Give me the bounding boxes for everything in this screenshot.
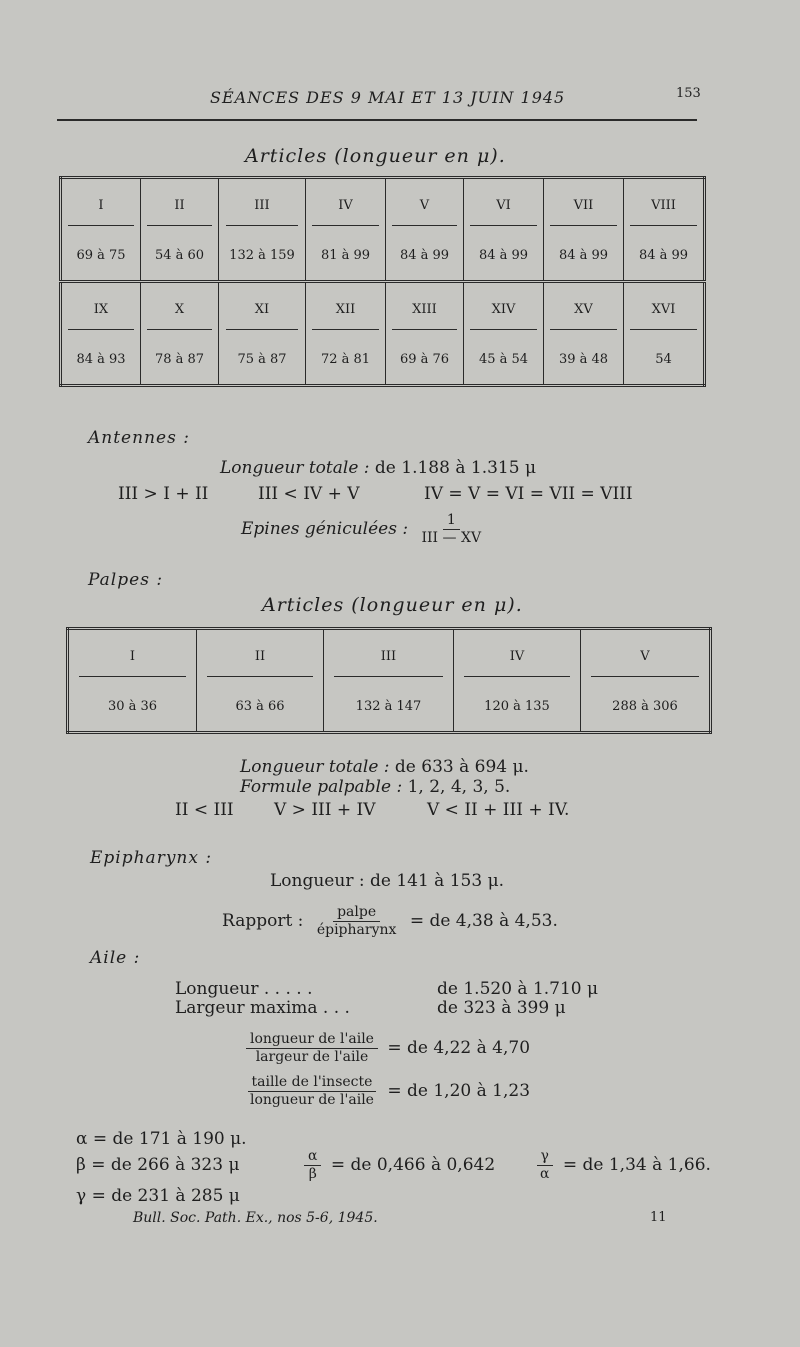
aile-length-label: Longueur . . . . .: [175, 979, 313, 999]
antennes-length: [220, 458, 536, 478]
gamma-alpha-denominator: α: [540, 1165, 550, 1182]
alpha-beta-denominator: β: [308, 1165, 317, 1182]
epines-denominator: III — XV: [421, 529, 482, 546]
table2-label-row: [68, 629, 711, 682]
ratio2-value: = de 1,20 à 1,23: [387, 1080, 531, 1101]
table1-label-cell: [219, 178, 306, 231]
table1-value-cell: [219, 334, 306, 386]
rapport-numerator: palpe: [333, 904, 380, 922]
table1-value-cell: [386, 230, 464, 282]
article-label: XII: [312, 288, 378, 330]
footer-citation: Bull. Soc. Path. Ex., nos 5-6, 1945.: [133, 1210, 378, 1226]
article-label: XIV: [470, 288, 536, 330]
table1-label-cell: [306, 178, 386, 231]
table2-label-cell: [324, 629, 454, 682]
table1-label-cell: [306, 282, 386, 335]
table2-value-cell: [197, 681, 324, 733]
article-value: 63 à 66: [235, 698, 285, 714]
palpes-formula-2: V > III + IV: [274, 800, 376, 820]
ratio1-value: = de 4,22 à 4,70: [387, 1037, 531, 1058]
table1-label-cell: [219, 282, 306, 335]
article-value: 120 à 135: [484, 698, 550, 714]
alpha-beta-fraction: [304, 1148, 321, 1183]
palpes-length-value: de 633 à 694 μ.: [394, 757, 529, 777]
article-label: VI: [470, 184, 536, 226]
table2-value-row: [68, 681, 711, 733]
table1-value-cell: [464, 230, 544, 282]
table2-label-cell: [197, 629, 324, 682]
table2-value-cell: [324, 681, 454, 733]
table1-label-cell: [141, 282, 219, 335]
article-label: VIII: [630, 184, 696, 226]
article-label: VII: [550, 184, 616, 226]
table1-value-cell: [544, 334, 624, 386]
article-value: 84 à 99: [558, 247, 609, 263]
ratio1-denominator: largeur de l'aile: [255, 1048, 369, 1065]
beta-line: β = de 266 à 323 μ: [76, 1155, 240, 1175]
article-label: IV: [312, 184, 378, 226]
antennes-length-label: Longueur totale :: [220, 458, 370, 478]
palpes-formula-3: V < II + III + IV.: [427, 800, 570, 820]
alpha-beta-numerator: α: [304, 1148, 321, 1166]
table1-value-cell: [61, 334, 141, 386]
article-value: 81 à 99: [320, 247, 371, 263]
table2-value-cell: [581, 681, 711, 733]
gamma-alpha-ratio: [532, 1148, 711, 1183]
article-value: 84 à 99: [638, 247, 689, 263]
table1-value-row: [61, 334, 705, 386]
table1-label-cell: [141, 178, 219, 231]
epines-fraction: [417, 512, 485, 547]
article-label: X: [147, 288, 212, 330]
antennes-heading: Antennes :: [88, 428, 190, 448]
alpha-beta-value: = de 0,466 à 0,642: [330, 1154, 496, 1175]
article-label: XVI: [630, 288, 696, 330]
table1-label-cell: [624, 282, 705, 335]
table1-label-cell: [61, 282, 141, 335]
palpes-formula: [240, 777, 510, 797]
table2-label-cell: [68, 629, 197, 682]
aile-heading: Aile :: [90, 948, 141, 968]
antennes-formula-1: III > I + II: [118, 484, 209, 504]
table1-label-cell: [386, 282, 464, 335]
article-value: 54: [655, 351, 672, 367]
article-value: 132 à 159: [229, 247, 295, 263]
table1-value-cell: [544, 230, 624, 282]
ratio1-fraction: [246, 1031, 378, 1066]
table1-value-cell: [306, 230, 386, 282]
article-value: 84 à 99: [399, 247, 450, 263]
table1-label-cell: [464, 282, 544, 335]
antennes-formula-3: IV = V = VI = VII = VIII: [424, 484, 633, 504]
article-label: III: [334, 635, 442, 677]
palpes-formula-label: Formule palpable :: [240, 777, 403, 797]
table1-value-cell: [141, 230, 219, 282]
table2-value-cell: [68, 681, 197, 733]
article-value: 30 à 36: [107, 698, 158, 714]
ratio2-numerator: taille de l'insecte: [248, 1074, 377, 1092]
table1-value-cell: [141, 334, 219, 386]
table1-value-cell: [219, 230, 306, 282]
page-number: 153: [676, 86, 701, 101]
table1-value-cell: [306, 334, 386, 386]
table1-label-cell: [544, 178, 624, 231]
rapport-value: = de 4,38 à 4,53.: [409, 910, 558, 931]
antennes-epines: [241, 512, 489, 547]
gamma-line: γ = de 231 à 285 μ: [76, 1186, 240, 1206]
rapport-fraction: [313, 904, 401, 939]
epines-numerator: 1: [443, 512, 460, 530]
article-label: V: [591, 635, 699, 677]
article-label: XI: [226, 288, 298, 330]
palpes-length-label: Longueur totale :: [240, 757, 390, 777]
article-value: 54 à 60: [154, 247, 205, 263]
gamma-alpha-numerator: γ: [537, 1148, 553, 1166]
table1-label-cell: [386, 178, 464, 231]
article-value: 84 à 93: [76, 351, 126, 367]
article-label: II: [147, 184, 212, 226]
palpes-formula-1: II < III: [175, 800, 234, 820]
article-label: XIII: [392, 288, 457, 330]
table1-value-cell: [61, 230, 141, 282]
epipharynx-heading: Epipharynx :: [90, 848, 213, 868]
table1-caption: Articles (longueur en μ).: [245, 145, 506, 167]
gamma-alpha-value: = de 1,34 à 1,66.: [562, 1154, 711, 1175]
table1-value-cell: [624, 230, 705, 282]
table1-label-cell: [624, 178, 705, 231]
table1-label-cell: [464, 178, 544, 231]
header-rule: [57, 119, 697, 121]
article-value: 69 à 75: [76, 247, 126, 263]
table1-value-row: [61, 230, 705, 282]
table1-value-cell: [464, 334, 544, 386]
table2-label-cell: [454, 629, 581, 682]
antennes-length-value: de 1.188 à 1.315 μ: [374, 458, 536, 478]
aile-width-label: Largeur maxima . . .: [175, 998, 350, 1018]
aile-length-value: de 1.520 à 1.710 μ: [437, 979, 599, 999]
article-label: I: [68, 184, 134, 226]
article-label: I: [79, 635, 186, 677]
article-value: 69 à 76: [399, 351, 450, 367]
article-value: 72 à 81: [320, 351, 371, 367]
article-label: V: [392, 184, 457, 226]
table1-label-row: [61, 178, 705, 231]
table2-value-cell: [454, 681, 581, 733]
article-label: XV: [550, 288, 616, 330]
rapport-label: Rapport :: [222, 910, 304, 931]
rapport-denominator: épipharynx: [316, 921, 397, 938]
article-label: III: [226, 184, 298, 226]
table1-label-cell: [544, 282, 624, 335]
article-label: II: [207, 635, 313, 677]
table1-label-cell: [61, 178, 141, 231]
article-label: IX: [68, 288, 134, 330]
ratio2-fraction: [246, 1074, 378, 1109]
gamma-alpha-fraction: [536, 1148, 553, 1183]
article-value: 75 à 87: [237, 351, 287, 367]
palpes-formula-value: 1, 2, 4, 3, 5.: [407, 777, 511, 797]
palpes-articles-table: [66, 627, 712, 734]
alpha-beta-ratio: [300, 1148, 495, 1183]
article-value: 288 à 306: [612, 698, 678, 714]
table2-label-cell: [581, 629, 711, 682]
antennes-formula-2: III < IV + V: [258, 484, 360, 504]
ratio1-numerator: longueur de l'aile: [246, 1031, 378, 1049]
running-header: SÉANCES DES 9 MAI ET 13 JUIN 1945: [210, 88, 566, 107]
epipharynx-length: Longueur : de 141 à 153 μ.: [270, 871, 505, 891]
alpha-line: α = de 171 à 190 μ.: [76, 1129, 247, 1149]
palpes-length: [240, 757, 529, 777]
table1-label-row: [61, 282, 705, 335]
ratio2-denominator: longueur de l'aile: [250, 1091, 374, 1108]
epipharynx-ratio: [222, 904, 558, 939]
antennae-articles-table: [59, 176, 706, 387]
article-value: 78 à 87: [154, 351, 205, 367]
article-value: 84 à 99: [478, 247, 529, 263]
article-value: 39 à 48: [558, 351, 609, 367]
table1-value-cell: [386, 334, 464, 386]
palpes-caption: Articles (longueur en μ).: [262, 594, 523, 616]
aile-ratio-2: [242, 1074, 530, 1109]
article-value: 132 à 147: [355, 698, 422, 714]
footer-signature: 11: [650, 1210, 667, 1225]
table1-value-cell: [624, 334, 705, 386]
aile-ratio-1: [242, 1031, 530, 1066]
article-value: 45 à 54: [478, 351, 529, 367]
palpes-heading: Palpes :: [88, 570, 164, 590]
article-label: IV: [464, 635, 570, 677]
aile-width-value: de 323 à 399 μ: [437, 998, 566, 1018]
epines-label: Epines géniculées :: [241, 518, 409, 539]
